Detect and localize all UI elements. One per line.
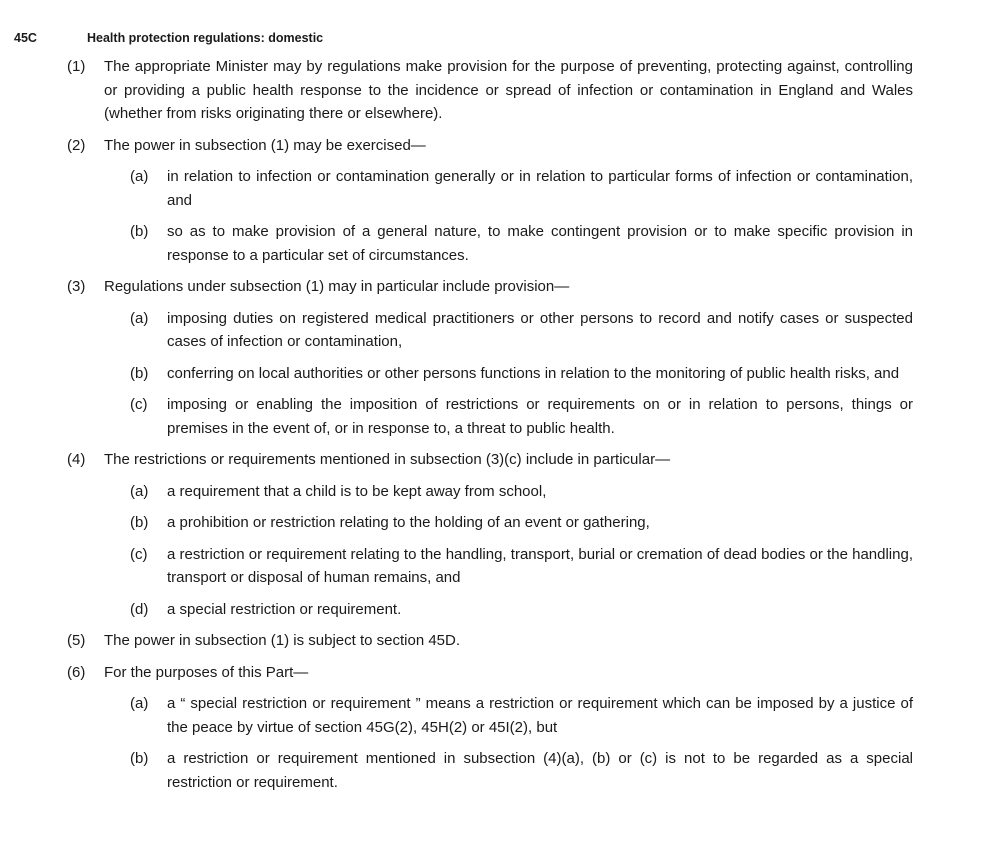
paragraph-text: so as to make provision of a general nature, to make contingent provision or to make specific provision in response to a particular set of circumstances. [167,223,913,264]
subsection-number: (4) [67,451,86,468]
paragraph-number: (a) [130,168,149,185]
paragraph-6b [0,747,991,794]
section-header [14,30,974,46]
subsection-2 [0,134,991,158]
paragraph-text: a prohibition or restriction relating to the holding of an event or gathering, [167,514,650,531]
paragraph-number: (b) [130,364,149,382]
subsection-text: The appropriate Minister may by regulations make provision for the purpose of preventing, protecting against, controlling or providing a public health response to the incidence or spread of infection or contamination in England and Wales (whether from risks originating there or elsewhere). [104,58,913,122]
subsection-number: (2) [67,136,86,154]
subsection-text: The power in subsection (1) is subject to section 45D. [104,632,461,649]
paragraph-3c [0,393,991,440]
paragraph-number: (c) [130,545,148,563]
subsection-text: The power in subsection (1) may be exercised— [104,136,426,154]
subsection-text: The restrictions or requirements mentioned in subsection (3)(c) include in particular— [104,451,671,468]
paragraph-text: a requirement that a child is to be kept away from school, [167,482,547,500]
paragraph-text: imposing or enabling the imposition of restrictions or requirements on or in relation to persons, things or premises in the event of, or in response to, a threat to public health. [167,396,913,437]
subsection-text: Regulations under subsection (1) may in particular include provision— [104,278,570,295]
section-title: Health protection regulations: domestic [87,31,324,45]
paragraph-text: conferring on local authorities or other persons functions in relation to the monitoring of public health risks, and [167,364,900,382]
paragraph-3b [0,362,991,386]
subsection-1 [0,55,991,126]
paragraph-4b [0,511,991,535]
paragraph-text: a restriction or requirement relating to the handling, transport, burial or cremation of dead bodies or the handling, transport or disposal of human remains, and [167,545,913,586]
paragraph-text: in relation to infection or contamination generally or in relation to particular forms of infection or contamination, and [167,168,913,209]
paragraph-number: (a) [130,309,149,327]
paragraph-number: (a) [130,482,149,500]
subsection-number: (3) [67,278,86,295]
paragraph-number: (a) [130,695,149,712]
section-number: 45C [14,31,37,45]
paragraph-number: (b) [130,223,149,240]
paragraph-text: a restriction or requirement mentioned in subsection (4)(a), (b) or (c) is not to be regarded as a special restriction or requirement. [167,750,913,791]
paragraph-text: a special restriction or requirement. [167,600,402,618]
subsection-number: (6) [67,663,86,681]
subsection-number: (1) [67,58,86,75]
subsection-text: For the purposes of this Part— [104,663,309,681]
paragraph-4d [0,598,991,622]
paragraph-text: a “ special restriction or requirement ” means a restriction or requirement which can be imposed by a justice of the peace by virtue of section 45G(2), 45H(2) or 45I(2), but [167,695,913,736]
paragraph-4c [0,543,991,590]
paragraph-text: imposing duties on registered medical practitioners or other persons to record and notify cases or suspected cases of infection or contamination, [167,309,913,350]
paragraph-number: (d) [130,600,149,618]
subsection-3 [0,275,991,299]
subsection-6 [0,661,991,685]
paragraph-2b [0,220,991,267]
paragraph-6a [0,692,991,739]
paragraph-4a [0,480,991,504]
subsection-4 [0,448,991,472]
section-body [0,55,991,802]
subsection-5 [0,629,991,653]
paragraph-2a [0,165,991,212]
paragraph-number: (b) [130,750,149,767]
subsection-number: (5) [67,632,86,649]
paragraph-number: (b) [130,514,149,531]
paragraph-3a [0,307,991,354]
paragraph-number: (c) [130,396,148,413]
